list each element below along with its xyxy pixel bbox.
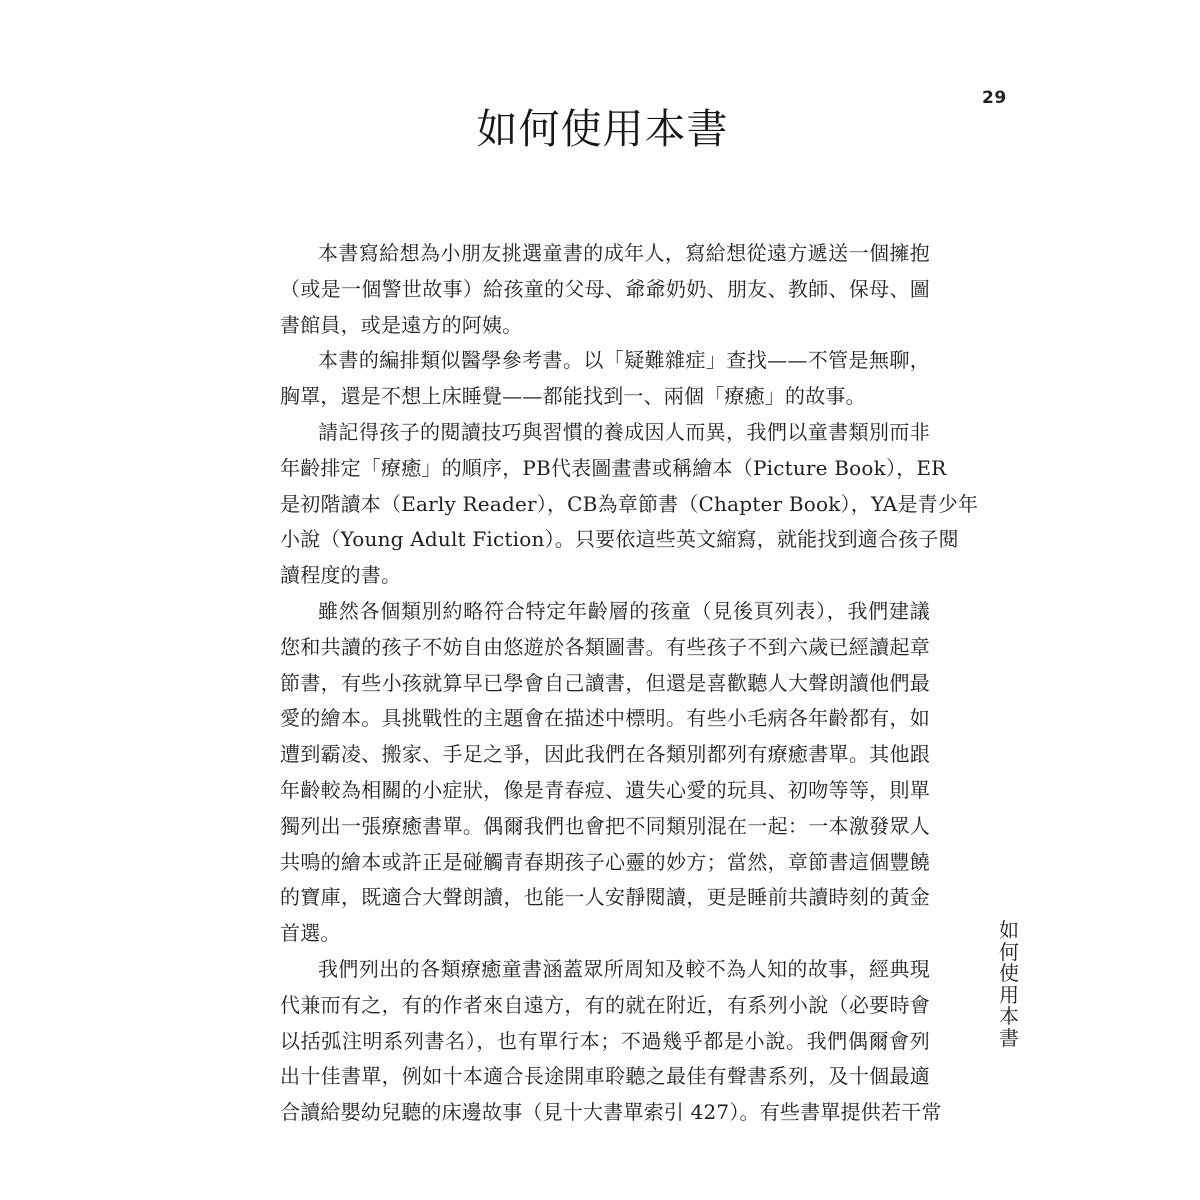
side-tab-char: 如	[999, 918, 1019, 942]
paragraph-4-line-1: 雖然各個類別約略符合特定年齡層的孩童（見後頁列表），我們建議	[318, 598, 930, 623]
body-text	[280, 236, 979, 1131]
chapter-title: 如何使用本書	[476, 105, 729, 153]
paragraph-4-line-10: 首選。	[280, 921, 341, 946]
side-tab-char: 本	[999, 1004, 1019, 1028]
paragraph-3-line-1: 請記得孩子的閱讀技巧與習慣的養成因人而異，我們以童書類別而非	[318, 419, 930, 444]
paragraph-4-line-9: 的寶庫，既適合大聲朗讀，也能一人安靜閱讀，更是睡前共讀時刻的黃金	[280, 885, 930, 910]
paragraph-4-line-6: 年齡較為相關的小症狀，像是青春痘、遺失心愛的玩具、初吻等等，則單	[280, 777, 930, 802]
paragraph-2-line-2: 胸罩，還是不想上床睡覺——都能找到一、兩個「療癒」的故事。	[280, 384, 866, 409]
side-tab-chapter-title	[994, 920, 1024, 1049]
side-tab-char: 用	[999, 982, 1019, 1007]
paragraph-5-line-3: 以括弧注明系列書名），也有單行本；不過幾乎都是小說。我們偶爾會列	[280, 1028, 930, 1053]
paragraph-4-line-3: 節書，有些小孩就算早已學會自己讀書，但還是喜歡聽人大聲朗讀他們最	[280, 670, 930, 695]
paragraph-5-line-4: 出十佳書單，例如十本適合長途開車聆聽之最佳有聲書系列，及十個最適	[280, 1064, 930, 1089]
side-tab-char: 書	[999, 1025, 1019, 1050]
paragraph-5-line-2: 代兼而有之，有的作者來自遠方，有的就在附近，有系列小說（必要時會	[280, 992, 930, 1017]
side-tab-char: 何	[999, 939, 1019, 964]
paragraph-3-line-4: 小說（Young Adult Fiction）。只要依這些英文縮寫，就能找到適合孩子閱	[280, 527, 959, 552]
paragraph-4-line-4: 愛的繪本。具挑戰性的主題會在描述中標明。有些小毛病各年齡都有，如	[280, 706, 930, 731]
paragraph-4-line-5: 遭到霸凌、搬家、手足之爭，因此我們在各類別都列有療癒書單。其他跟	[280, 742, 930, 767]
paragraph-3-line-2: 年齡排定「療癒」的順序，PB代表圖畫書或稱繪本（Picture Book），ER	[280, 455, 947, 480]
paragraph-1-line-3: 書館員，或是遠方的阿姨。	[280, 312, 523, 337]
paragraph-3-line-3: 是初階讀本（Early Reader），CB為章節書（Chapter Book），YA是青少年	[280, 491, 979, 516]
paragraph-5-line-5: 合讀給嬰幼兒聽的床邊故事（見十大書單索引 427）。有些書單提供若干常	[280, 1100, 942, 1125]
paragraph-1-line-1: 本書寫給想為小朋友挑選童書的成年人，寫給想從遠方遞送一個擁抱	[318, 241, 930, 265]
paragraph-2-line-1: 本書的編排類似醫學參考書。以「疑難雜症」查找——不管是無聊，	[318, 348, 930, 373]
paragraph-5-line-1: 我們列出的各類療癒童書涵蓋眾所周知及較不為人知的故事，經典現	[318, 956, 930, 981]
paragraph-3-line-5: 讀程度的書。	[280, 563, 402, 588]
paragraph-4-line-7: 獨列出一張療癒書單。偶爾我們也會把不同類別混在一起：一本激發眾人	[280, 813, 930, 838]
paragraph-1-line-2: （或是一個警世故事）給孩童的父母、爺爺奶奶、朋友、教師、保母、圖	[280, 276, 930, 301]
paragraph-4-line-8: 共鳴的繪本或許正是碰觸青春期孩子心靈的妙方；當然，章節書這個豐饒	[280, 849, 930, 874]
paragraph-4-line-2: 您和共讀的孩子不妨自由悠遊於各類圖書。有些孩子不到六歲已經讀起章	[280, 634, 930, 659]
side-tab-char: 使	[999, 961, 1019, 985]
page-number: 29	[982, 88, 1007, 108]
